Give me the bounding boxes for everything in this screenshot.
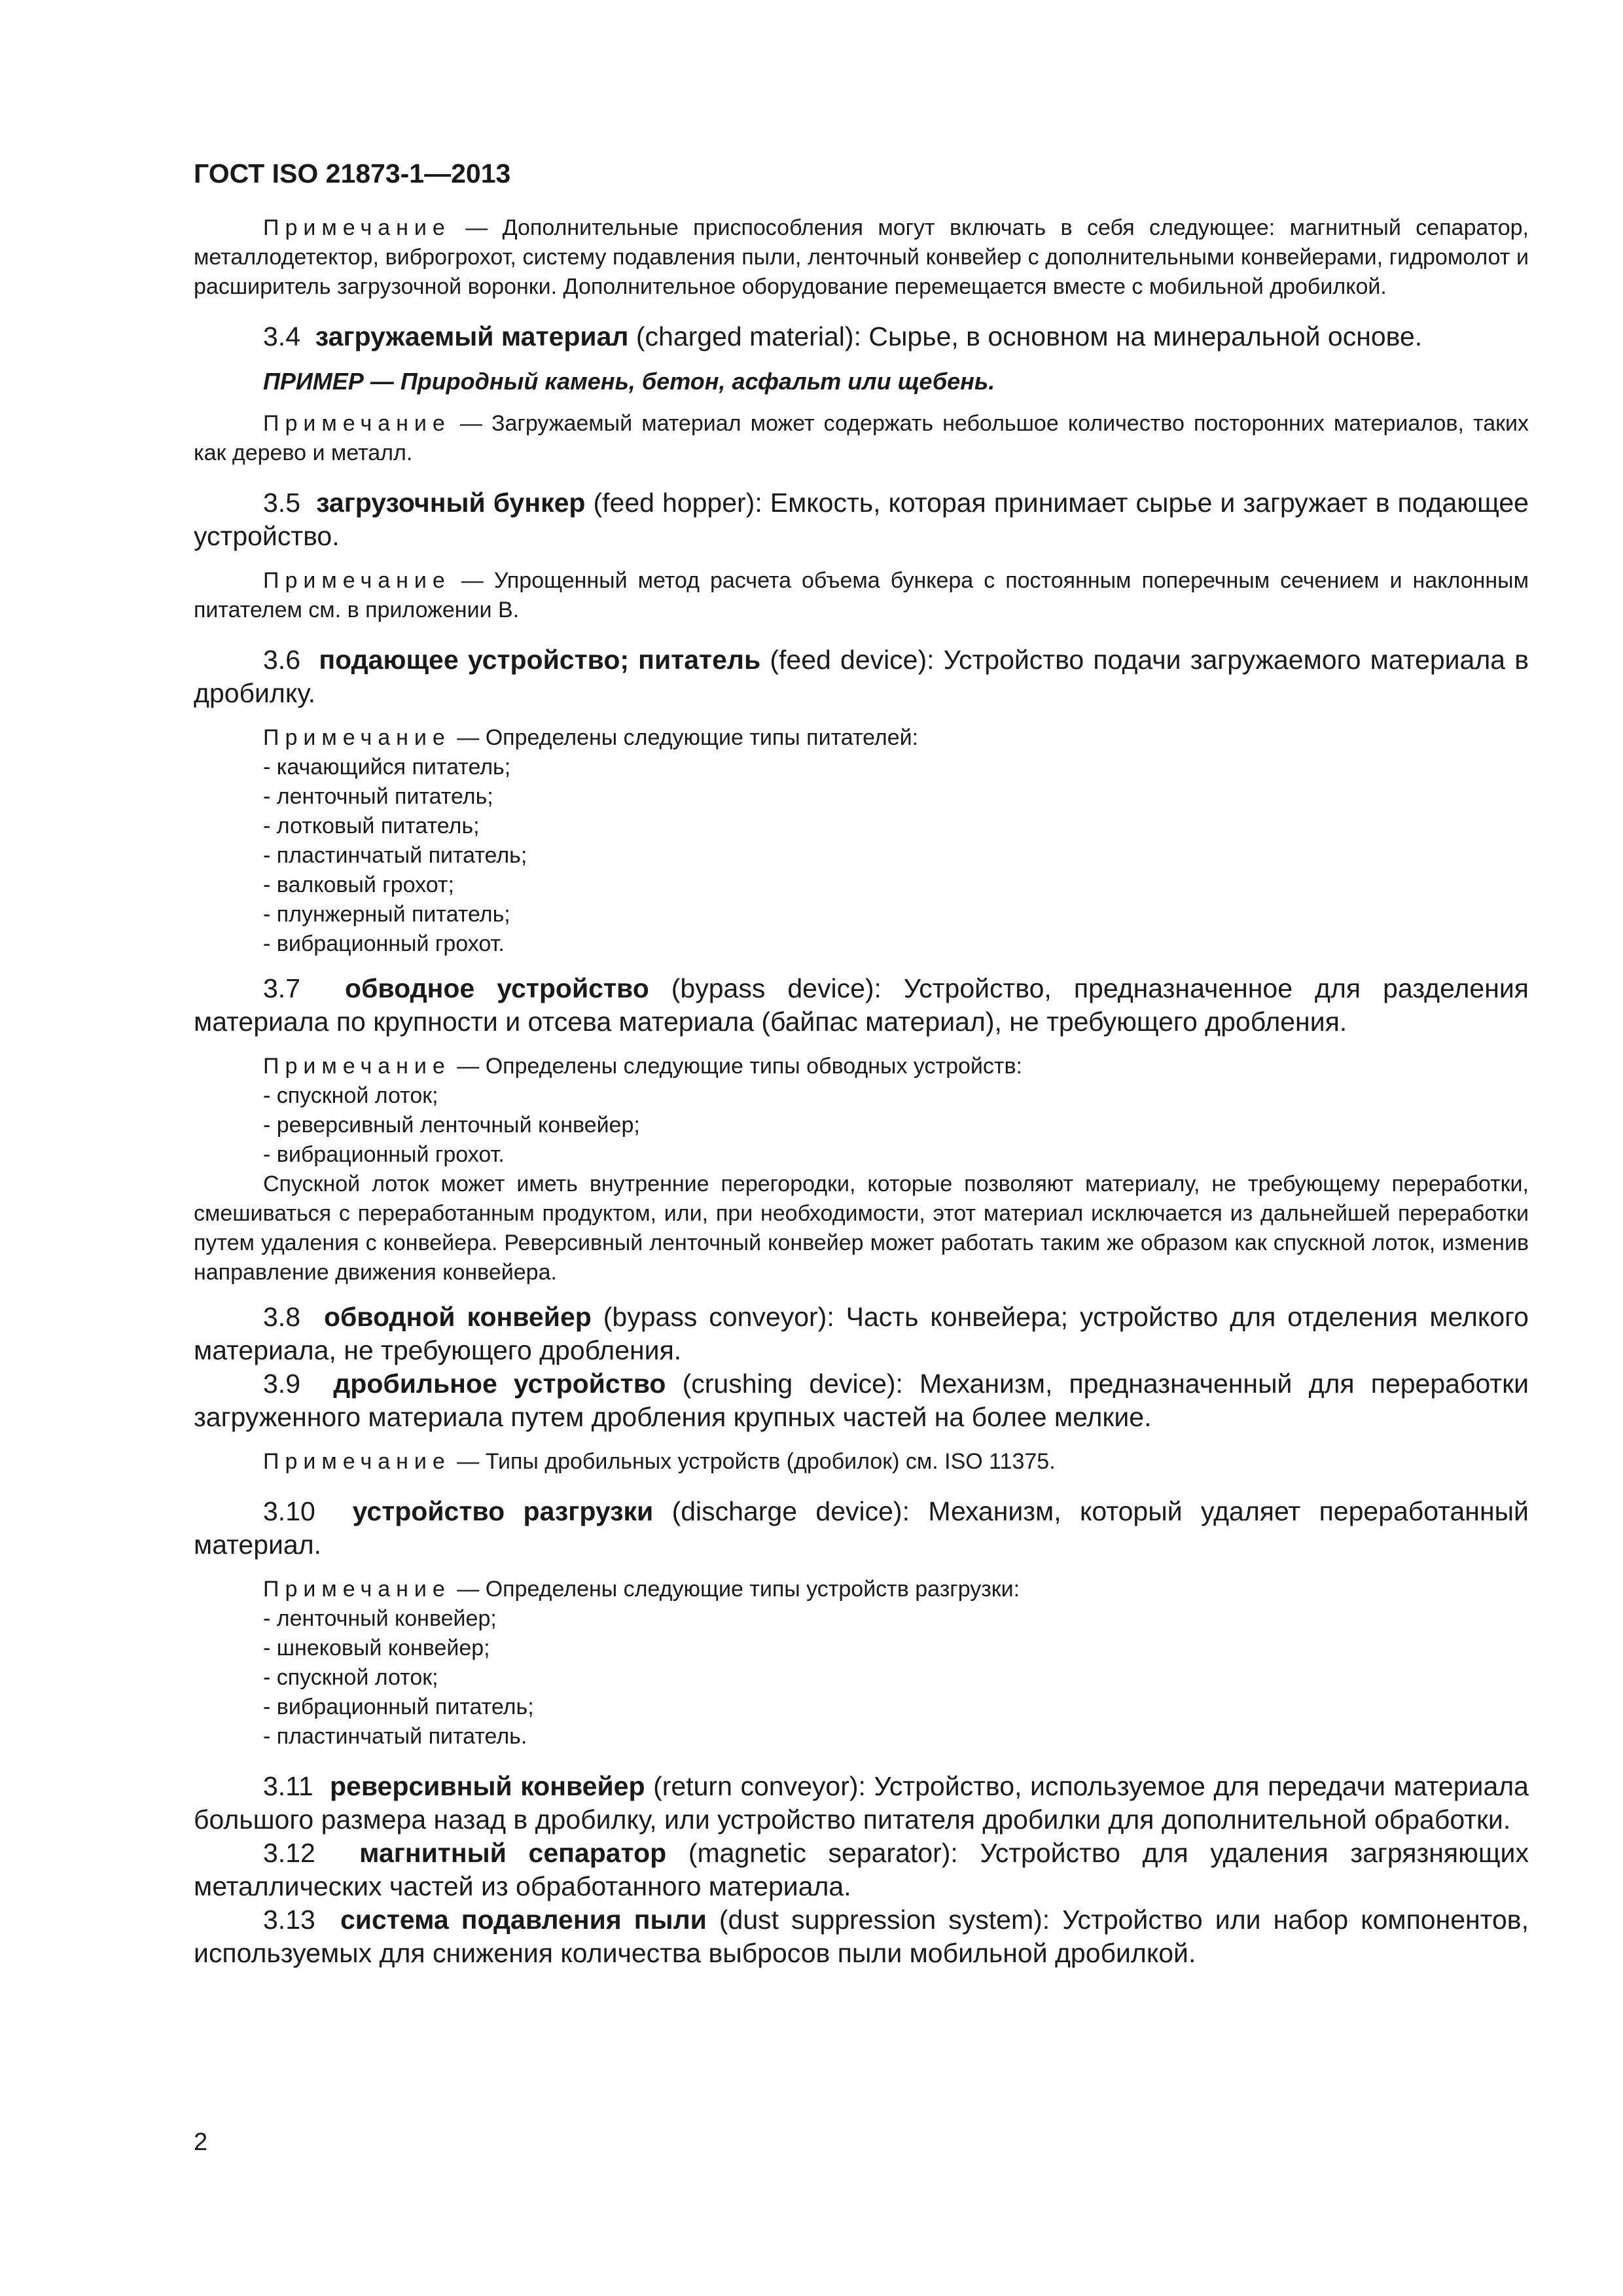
list-item: - качающийся питатель; bbox=[263, 755, 511, 780]
discharge-types-list bbox=[194, 1604, 1529, 1751]
list-item: - вибрационный грохот. bbox=[263, 931, 505, 956]
list-item: - ленточный питатель; bbox=[263, 784, 493, 809]
note-paragraph: Примечание — Дополнительные приспособления могут включать в себя следующее: магнитный сепаратор, металлодетектор, виброгрохот, систему подавления пыли, ленточный конвейер с дополнительными конвейерами, гидромолот и расширитель загрузочной воронки. Дополнительное оборудование перемещается вместе с мобильной дробилкой. bbox=[194, 215, 1529, 299]
term-3-6: 3.6 подающее устройство; питатель (feed device): Устройство подачи загружаемого материала в дробилку. bbox=[194, 645, 1529, 708]
document-header: ГОСТ ISO 21873-1—2013 bbox=[194, 158, 511, 188]
note-paragraph: Примечание — Определены следующие типы питателей: bbox=[263, 725, 919, 750]
note-continuation: Спускной лоток может иметь внутренние перегородки, которые позволяют материалу, не требующему переработки, смешиваться с переработанным продуктом, или, при необходимости, этот материал исключается из дальнейшей переработки путем удаления с конвейера. Реверсивный ленточный конвейер может работать таким же образом как спускной лоток, изменив направление движения конвейера. bbox=[194, 1172, 1529, 1285]
list-item: - шнековый конвейер; bbox=[263, 1636, 490, 1660]
term-3-8: 3.8 обводной конвейер (bypass conveyor): Часть конвейера; устройство для отделения мелкого материала, не требующего дробления. bbox=[194, 1302, 1529, 1365]
list-item: - ленточный конвейер; bbox=[263, 1606, 497, 1631]
list-item: - лотковый питатель; bbox=[263, 814, 480, 838]
list-item: - спускной лоток; bbox=[263, 1665, 438, 1690]
list-item: - плунжерный питатель; bbox=[263, 902, 510, 927]
list-item: - валковый грохот; bbox=[263, 872, 454, 897]
note-paragraph: Примечание — Определены следующие типы устройств разгрузки: bbox=[263, 1577, 1020, 1602]
page-number: 2 bbox=[194, 2128, 208, 2156]
list-item: - вибрационный питатель; bbox=[263, 1695, 534, 1719]
list-item: - спускной лоток; bbox=[263, 1083, 438, 1108]
list-item: - реверсивный ленточный конвейер; bbox=[263, 1113, 640, 1138]
term-3-7: 3.7 обводное устройство (bypass device): Устройство, предназначенное для разделения материала по крупности и отсева материала (байпас материал), не требующего дробления. bbox=[194, 973, 1529, 1037]
list-item: - пластинчатый питатель. bbox=[263, 1724, 527, 1749]
term-3-11: 3.11 реверсивный конвейер (return conveyor): Устройство, используемое для передачи материала большого размера назад в дробилку, или устройство питателя дробилки для дополнительной обработки. bbox=[194, 1771, 1529, 1835]
term-3-10: 3.10 устройство разгрузки (discharge device): Механизм, который удаляет переработанный материал. bbox=[194, 1496, 1529, 1560]
example-paragraph: ПРИМЕР — Природный камень, бетон, асфальт или щебень. bbox=[263, 368, 995, 395]
note-paragraph: Примечание — Определены следующие типы обводных устройств: bbox=[263, 1054, 1022, 1079]
term-3-5: 3.5 загрузочный бункер (feed hopper): Емкость, которая принимает сырье и загружает в подающее устройство. bbox=[194, 488, 1529, 551]
list-item: - вибрационный грохот. bbox=[263, 1142, 505, 1167]
note-paragraph: Примечание — Загружаемый материал может содержать небольшое количество посторонних материалов, таких как дерево и металл. bbox=[194, 411, 1529, 465]
term-3-12: 3.12 магнитный сепаратор (magnetic separator): Устройство для удаления загрязняющих металлических частей из обработанного материала. bbox=[194, 1838, 1529, 1901]
note-paragraph: Примечание — Упрощенный метод расчета объема бункера с постоянным поперечным сечением и наклонным питателем см. в приложении В. bbox=[194, 568, 1529, 622]
document-page bbox=[194, 157, 1529, 1970]
note-paragraph: Примечание — Типы дробильных устройств (дробилок) см. ISO 11375. bbox=[263, 1449, 1056, 1474]
term-3-13: 3.13 система подавления пыли (dust suppression system): Устройство или набор компонентов, используемых для снижения количества выбросов пыли мобильной дробилкой. bbox=[194, 1905, 1529, 1968]
feeder-types-list bbox=[194, 753, 1529, 959]
bypass-types-list bbox=[194, 1081, 1529, 1170]
term-3-4: 3.4 загружаемый материал (charged material): Сырье, в основном на минеральной основе. bbox=[263, 321, 1423, 351]
list-item: - пластинчатый питатель; bbox=[263, 843, 527, 868]
term-3-9: 3.9 дробильное устройство (crushing device): Механизм, предназначенный для переработки загруженного материала путем дробления крупных частей на более мелкие. bbox=[194, 1369, 1529, 1432]
